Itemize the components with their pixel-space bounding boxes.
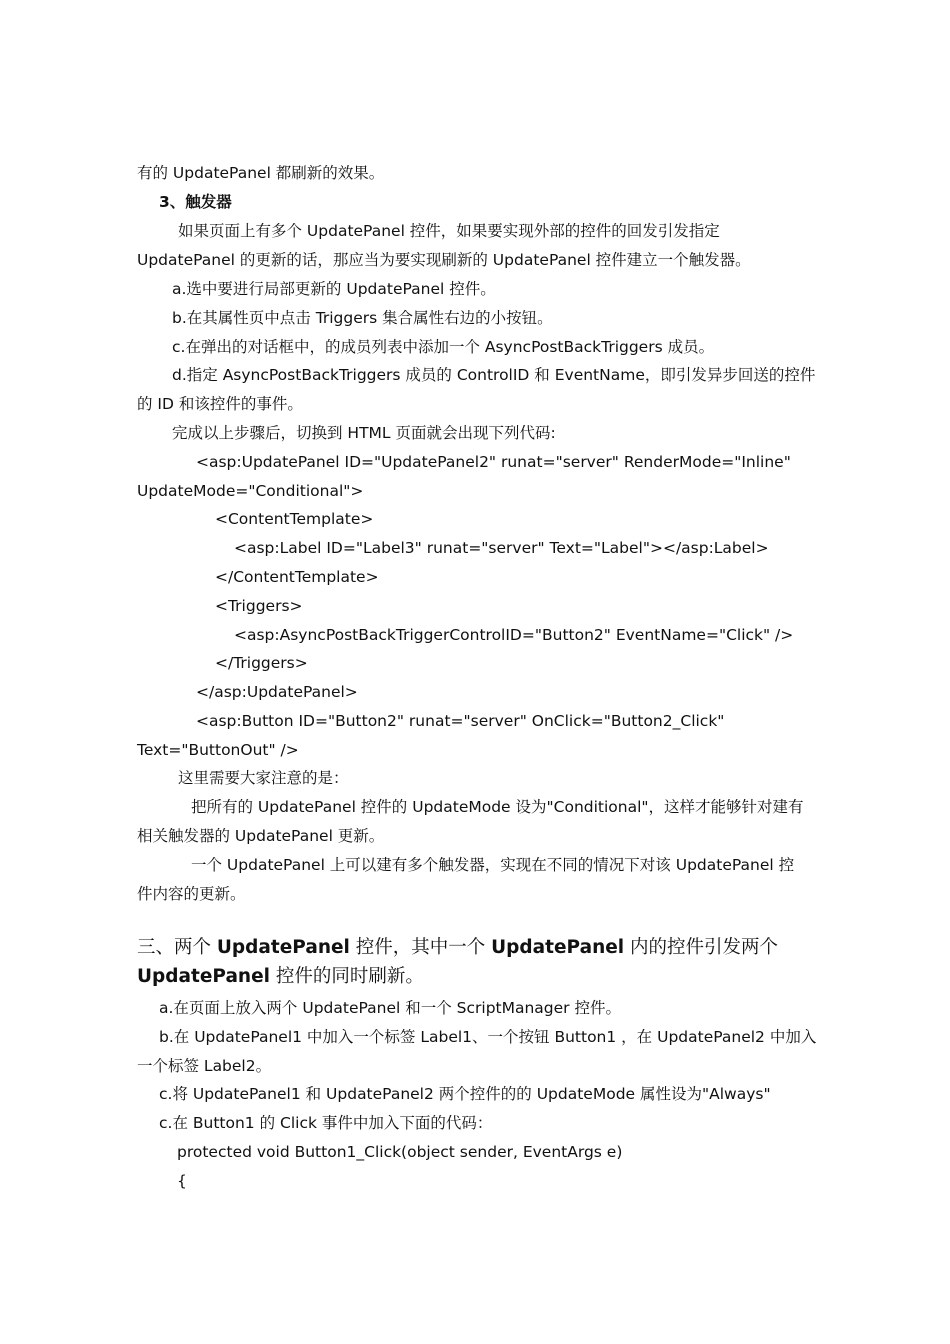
text-line: 这里需要大家注意的是： bbox=[178, 769, 349, 787]
section-heading-two-panels-cont bbox=[137, 965, 424, 989]
section-heading-triggers: 3、触发器 bbox=[159, 193, 232, 211]
text-line: 一个标签 Label2。 bbox=[137, 1057, 272, 1075]
heading-part-bold: UpdatePanel bbox=[216, 937, 350, 958]
text-line: 有的 UpdatePanel 都刷新的效果。 bbox=[137, 164, 385, 182]
code-line: </ContentTemplate> bbox=[215, 568, 379, 586]
heading-part: 控件，其中一个 bbox=[349, 937, 492, 958]
heading-part: 控件的同时刷新。 bbox=[270, 966, 424, 987]
list-item: c.在 Button1 的 Click 事件中加入下面的代码： bbox=[159, 1114, 493, 1132]
code-line: { bbox=[177, 1172, 187, 1190]
list-item: c.将 UpdatePanel1 和 UpdatePanel2 两个控件的的 UpdateMode 属性设为"Always" bbox=[159, 1085, 771, 1103]
list-item: c.在弹出的对话框中，的成员列表中添加一个 AsyncPostBackTriggers 成员。 bbox=[172, 338, 715, 356]
text-line: 一个 UpdatePanel 上可以建有多个触发器，实现在不同的情况下对该 UpdatePanel 控 bbox=[191, 856, 795, 874]
text-line: 的 ID 和该控件的事件。 bbox=[137, 395, 303, 413]
text-line: 如果页面上有多个 UpdatePanel 控件，如果要实现外部的控件的回发引发指定 bbox=[178, 222, 720, 240]
code-line: <asp:Label ID="Label3" runat="server" Text="Label"></asp:Label> bbox=[234, 539, 769, 557]
heading-part-bold: UpdatePanel bbox=[137, 966, 270, 987]
text-line: 把所有的 UpdatePanel 控件的 UpdateMode 设为"Conditional"，这样才能够针对建有 bbox=[191, 798, 804, 816]
list-item: d.指定 AsyncPostBackTriggers 成员的 ControlID 和 EventName，即引发异步回送的控件 bbox=[172, 366, 816, 384]
section-heading-two-panels bbox=[137, 936, 778, 960]
code-line: <Triggers> bbox=[215, 597, 303, 615]
text-line: 件内容的更新。 bbox=[137, 885, 246, 903]
code-line: <ContentTemplate> bbox=[215, 510, 374, 528]
code-line: <asp:Button ID="Button2" runat="server" OnClick="Button2_Click" bbox=[196, 712, 725, 730]
code-line: Text="ButtonOut" /> bbox=[137, 741, 299, 759]
code-line: <asp:UpdatePanel ID="UpdatePanel2" runat="server" RenderMode="Inline" bbox=[196, 453, 791, 471]
code-line: protected void Button1_Click(object sender, EventArgs e) bbox=[177, 1143, 623, 1161]
text-line: 相关触发器的 UpdatePanel 更新。 bbox=[137, 827, 385, 845]
code-line: </asp:UpdatePanel> bbox=[196, 683, 358, 701]
code-line: UpdateMode="Conditional"> bbox=[137, 482, 364, 500]
heading-part: 三、两个 bbox=[137, 937, 217, 958]
list-item: b.在 UpdatePanel1 中加入一个标签 Label1、一个按钮 Button1 ，在 UpdatePanel2 中加入 bbox=[159, 1028, 817, 1046]
list-item: a.选中要进行局部更新的 UpdatePanel 控件。 bbox=[172, 280, 496, 298]
code-line: <asp:AsyncPostBackTriggerControlID="Button2" EventName="Click" /> bbox=[234, 626, 794, 644]
list-item: b.在其属性页中点击 Triggers 集合属性右边的小按钮。 bbox=[172, 309, 553, 327]
text-line: 完成以上步骤后，切换到 HTML 页面就会出现下列代码: bbox=[172, 424, 556, 442]
heading-part-bold: UpdatePanel bbox=[491, 937, 625, 958]
heading-part: 内的控件引发两个 bbox=[624, 937, 779, 958]
list-item: a.在页面上放入两个 UpdatePanel 和一个 ScriptManager 控件。 bbox=[159, 999, 621, 1017]
text-line: UpdatePanel 的更新的话，那应当为要实现刷新的 UpdatePanel 控件建立一个触发器。 bbox=[137, 251, 751, 269]
code-line: </Triggers> bbox=[215, 654, 308, 672]
